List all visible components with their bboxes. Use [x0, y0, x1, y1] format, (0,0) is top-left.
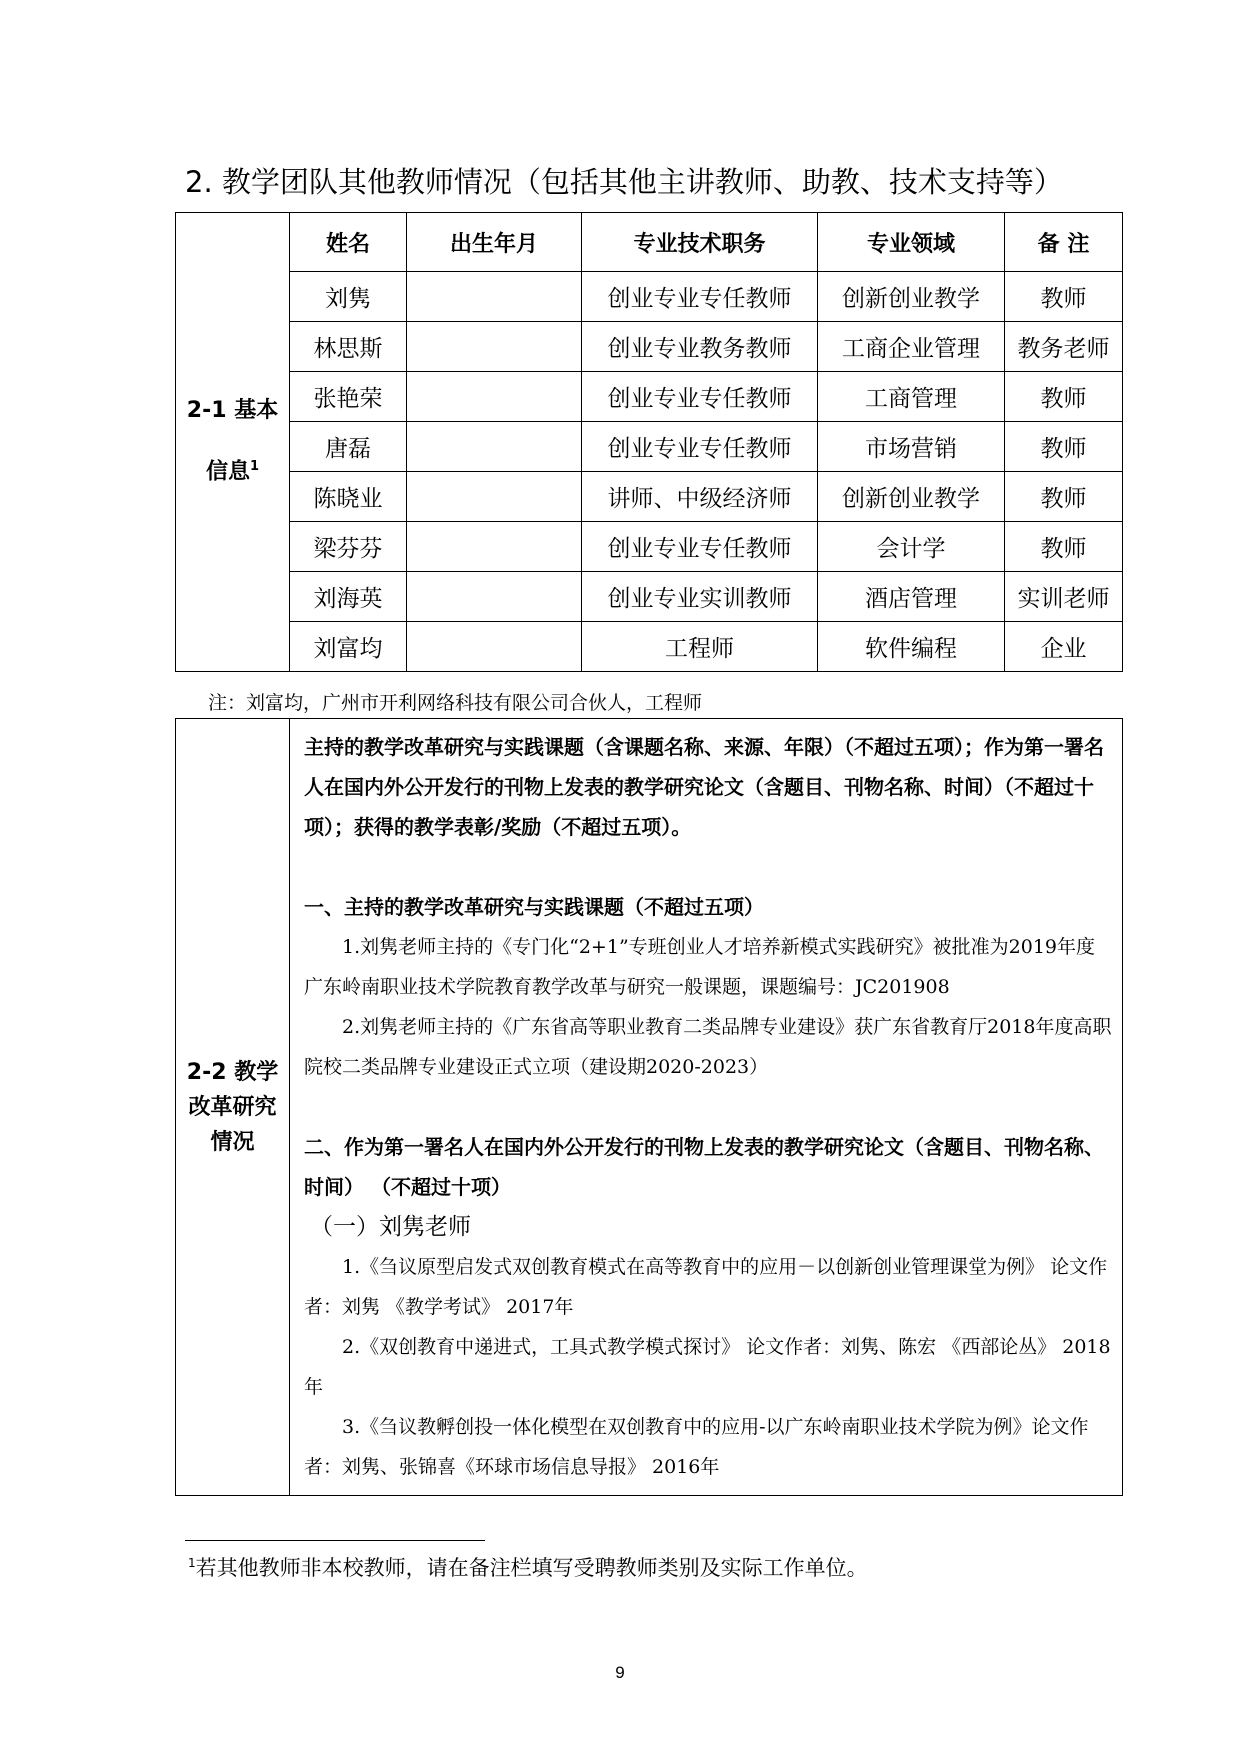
- cell-birth: [407, 622, 582, 672]
- column-header-remark: 备 注: [1005, 213, 1123, 272]
- cell-field: 创新创业教学: [818, 472, 1005, 522]
- cell-remark: 企业: [1005, 622, 1123, 672]
- cell-field: 工商管理: [818, 372, 1005, 422]
- basic-info-table: [175, 212, 1123, 672]
- cell-field: 创新创业教学: [818, 272, 1005, 322]
- column-header-title: 专业技术职务: [582, 213, 818, 272]
- cell-remark: 教师: [1005, 522, 1123, 572]
- column-header-name: 姓名: [290, 213, 407, 272]
- section-label-basic-info: 2-1 基本 信息$^1$: [176, 213, 290, 672]
- table-header-row: [176, 213, 1123, 272]
- part1-title: 一、主持的教学改革研究与实践课题（不超过五项）: [304, 895, 764, 919]
- part2-item: 2.《双创教育中递进式，工具式教学模式探讨》 论文作者：刘隽、陈宏 《西部论丛》 2018年: [304, 1336, 1111, 1398]
- part1-item: 2.刘隽老师主持的《广东省高等职业教育二类品牌专业建设》获广东省教育厅2018年度高职院校二类品牌专业建设正式立项（建设期2020-2023）: [304, 1016, 1112, 1078]
- section-label-reform: 2-2 教学改革研究情况: [176, 719, 290, 1496]
- cell-birth: [407, 572, 582, 622]
- cell-name: 陈晓业: [290, 472, 407, 522]
- cell-birth: [407, 522, 582, 572]
- cell-title: 创业专业专任教师: [582, 422, 818, 472]
- footnote-text: 若其他教师非本校教师，请在备注栏填写受聘教师类别及实际工作单位。: [195, 1556, 868, 1580]
- part1-item: 1.刘隽老师主持的《专门化“2+1”专班创业人才培养新模式实践研究》被批准为2019年度广东岭南职业技术学院教育教学改革与研究一般课题，课题编号：JC201908: [304, 936, 1096, 998]
- cell-field: 会计学: [818, 522, 1005, 572]
- cell-remark: 教师: [1005, 372, 1123, 422]
- cell-birth: [407, 372, 582, 422]
- cell-title: 工程师: [582, 622, 818, 672]
- cell-field: 软件编程: [818, 622, 1005, 672]
- reform-content: [290, 719, 1123, 1496]
- cell-remark: 教师: [1005, 272, 1123, 322]
- table-row: [176, 622, 1123, 672]
- cell-name: 张艳荣: [290, 372, 407, 422]
- footnote-mark: 1: [188, 1556, 196, 1570]
- page-number: 9: [615, 1663, 625, 1682]
- cell-title: 创业专业专任教师: [582, 522, 818, 572]
- footnote-divider: [185, 1540, 485, 1541]
- cell-remark: 教师: [1005, 472, 1123, 522]
- part2-title: 二、作为第一署名人在国内外公开发行的刊物上发表的教学研究论文（含题目、刊物名称、时间） （不超过十项）: [304, 1135, 1104, 1199]
- cell-field: 工商企业管理: [818, 322, 1005, 372]
- cell-remark: 实训老师: [1005, 572, 1123, 622]
- cell-name: 刘富均: [290, 622, 407, 672]
- part2-item: 1.《刍议原型启发式双创教育模式在高等教育中的应用－以创新创业管理课堂为例》 论文作者：刘隽 《教学考试》 2017年: [304, 1256, 1108, 1318]
- table-row: [176, 472, 1123, 522]
- column-header-birth: 出生年月: [407, 213, 582, 272]
- cell-field: 酒店管理: [818, 572, 1005, 622]
- section-heading: 2. 教学团队其他教师情况（包括其他主讲教师、助教、技术支持等）: [185, 165, 1063, 199]
- cell-birth: [407, 322, 582, 372]
- cell-name: 刘海英: [290, 572, 407, 622]
- footnote: [188, 1552, 868, 1582]
- cell-name: 刘隽: [290, 272, 407, 322]
- table-row: [176, 272, 1123, 322]
- cell-remark: 教务老师: [1005, 322, 1123, 372]
- cell-title: 创业专业教务教师: [582, 322, 818, 372]
- part2-item: 3.《刍议教孵创投一体化模型在双创教育中的应用-以广东岭南职业技术学院为例》论文作者：刘隽、张锦喜《环球市场信息导报》 2016年: [304, 1416, 1089, 1478]
- table-row: [176, 572, 1123, 622]
- cell-title: 讲师、中级经济师: [582, 472, 818, 522]
- cell-name: 林思斯: [290, 322, 407, 372]
- cell-title: 创业专业专任教师: [582, 372, 818, 422]
- reform-table: [175, 718, 1123, 1496]
- part2-subheading: （一）刘隽老师: [310, 1214, 471, 1240]
- cell-name: 梁芬芬: [290, 522, 407, 572]
- table-row: [176, 322, 1123, 372]
- cell-remark: 教师: [1005, 422, 1123, 472]
- table-note: 注：刘富均，广州市开利网络科技有限公司合伙人，工程师: [208, 692, 703, 714]
- table-row: [176, 372, 1123, 422]
- footnote-ref: 1: [249, 459, 260, 475]
- table-row: [176, 422, 1123, 472]
- cell-name: 唐磊: [290, 422, 407, 472]
- table-row: [176, 522, 1123, 572]
- cell-birth: [407, 422, 582, 472]
- reform-intro: 主持的教学改革研究与实践课题（含课题名称、来源、年限）（不超过五项）；作为第一署名人在国内外公开发行的刊物上发表的教学研究论文（含题目、刊物名称、时间）（不超过十项）；获得的教学表彰/奖励（不超过五项）。: [304, 735, 1104, 839]
- cell-title: 创业专业实训教师: [582, 572, 818, 622]
- cell-birth: [407, 272, 582, 322]
- cell-title: 创业专业专任教师: [582, 272, 818, 322]
- column-header-field: 专业领域: [818, 213, 1005, 272]
- cell-birth: [407, 472, 582, 522]
- cell-field: 市场营销: [818, 422, 1005, 472]
